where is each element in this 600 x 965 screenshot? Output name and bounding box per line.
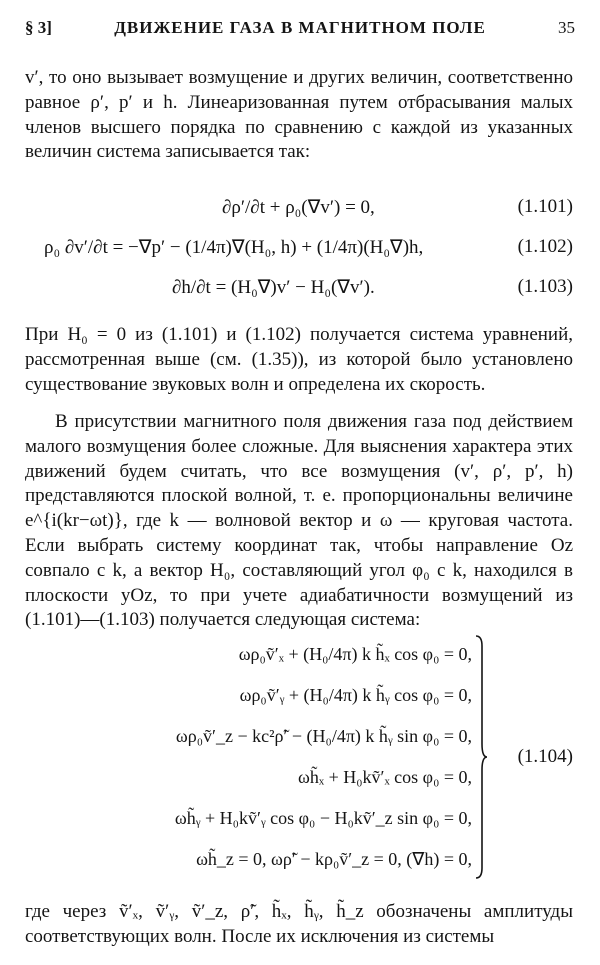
running-header bbox=[25, 18, 575, 42]
system-row-4: ωh̃ₓ + H₀kṽ′ₓ cos φ₀ = 0, bbox=[298, 767, 472, 787]
section-marker: § 3] bbox=[25, 18, 52, 37]
system-row-1: ωρ₀ṽ′ₓ + (H₀/4π) k h̃ₓ cos φ₀ = 0, bbox=[238, 644, 472, 664]
system-row-6: ωh̃_z = 0, ωρ̃′ − kρ₀ṽ′_z = 0, (∇h) = 0, bbox=[196, 849, 472, 869]
system-row-5: ωh̃ᵧ + H₀kṽ′ᵧ cos φ₀ − H₀kṽ′_z sin φ₀ = 0, bbox=[174, 808, 472, 828]
paragraph-3: В присутствии магнитного поля движения газа под действием малого возмущения более сложные. Для выяснения характера этих движений будем считать, что все возмущения (v′, ρ′, p′, h) представляются плоской волной, т. е. пропорциональны величине e^{i(kr−ωt)}, где k — волновой вектор и ω — круговая частота. Если выбрать систему координат так, чтобы направление Oz совпало с k, а вектор H₀, составляющий угол φ₀ с k, находился в плоскости yOz, то при учете адиабатичности возмущений из (1.101)—(1.103) получается следующая система: bbox=[25, 411, 573, 631]
system-row-2: ωρ₀ṽ′ᵧ + (H₀/4π) k h̃ᵧ cos φ₀ = 0, bbox=[239, 685, 472, 705]
page-number: 35 bbox=[558, 18, 575, 37]
equation-number-1102: (1.102) bbox=[517, 236, 573, 257]
system-row-3: ωρ₀ṽ′_z − kc²ρ̃′ − (H₀/4π) k h̃ᵧ sin φ₀ = 0, bbox=[175, 726, 472, 746]
chapter-title: ДВИЖЕНИЕ ГАЗА В МАГНИТНОМ ПОЛЕ bbox=[114, 18, 486, 37]
equation-number-1104: (1.104) bbox=[517, 746, 573, 767]
equation-number-1101: (1.101) bbox=[517, 196, 573, 217]
paragraph-1: v′, то оно вызывает возмущение и других величин, соответственно равное ρ′, p′ и h. Линеаризованная путем отбрасывания малых членов высшего порядка по сравнению с каждой из указанных величин система записывается так: bbox=[25, 67, 573, 163]
system-brace bbox=[474, 634, 488, 880]
equation-number-1103: (1.103) bbox=[517, 276, 573, 297]
equation-1103: ∂h/∂t = (H₀∇)v′ − H₀(∇v′). bbox=[172, 277, 375, 298]
paragraph-4: где через ṽ′ₓ, ṽ′ᵧ, ṽ′_z, ρ̃′, h̃ₓ, h̃ᵧ, h̃_z обозначены амплитуды соответствующих волн. После их исключения из системы bbox=[25, 901, 573, 947]
equation-1102: ρ₀ ∂v′/∂t = −∇p′ − (1/4π)∇(H₀, h) + (1/4π)(H₀∇)h, bbox=[44, 237, 424, 258]
paragraph-2: При H₀ = 0 из (1.101) и (1.102) получается система уравнений, рассмотренная выше (см. (1.35)), из которой было установлено существование звуковых волн и определена их скорость. bbox=[25, 324, 573, 395]
equation-1101: ∂ρ′/∂t + ρ₀(∇v′) = 0, bbox=[222, 197, 375, 218]
